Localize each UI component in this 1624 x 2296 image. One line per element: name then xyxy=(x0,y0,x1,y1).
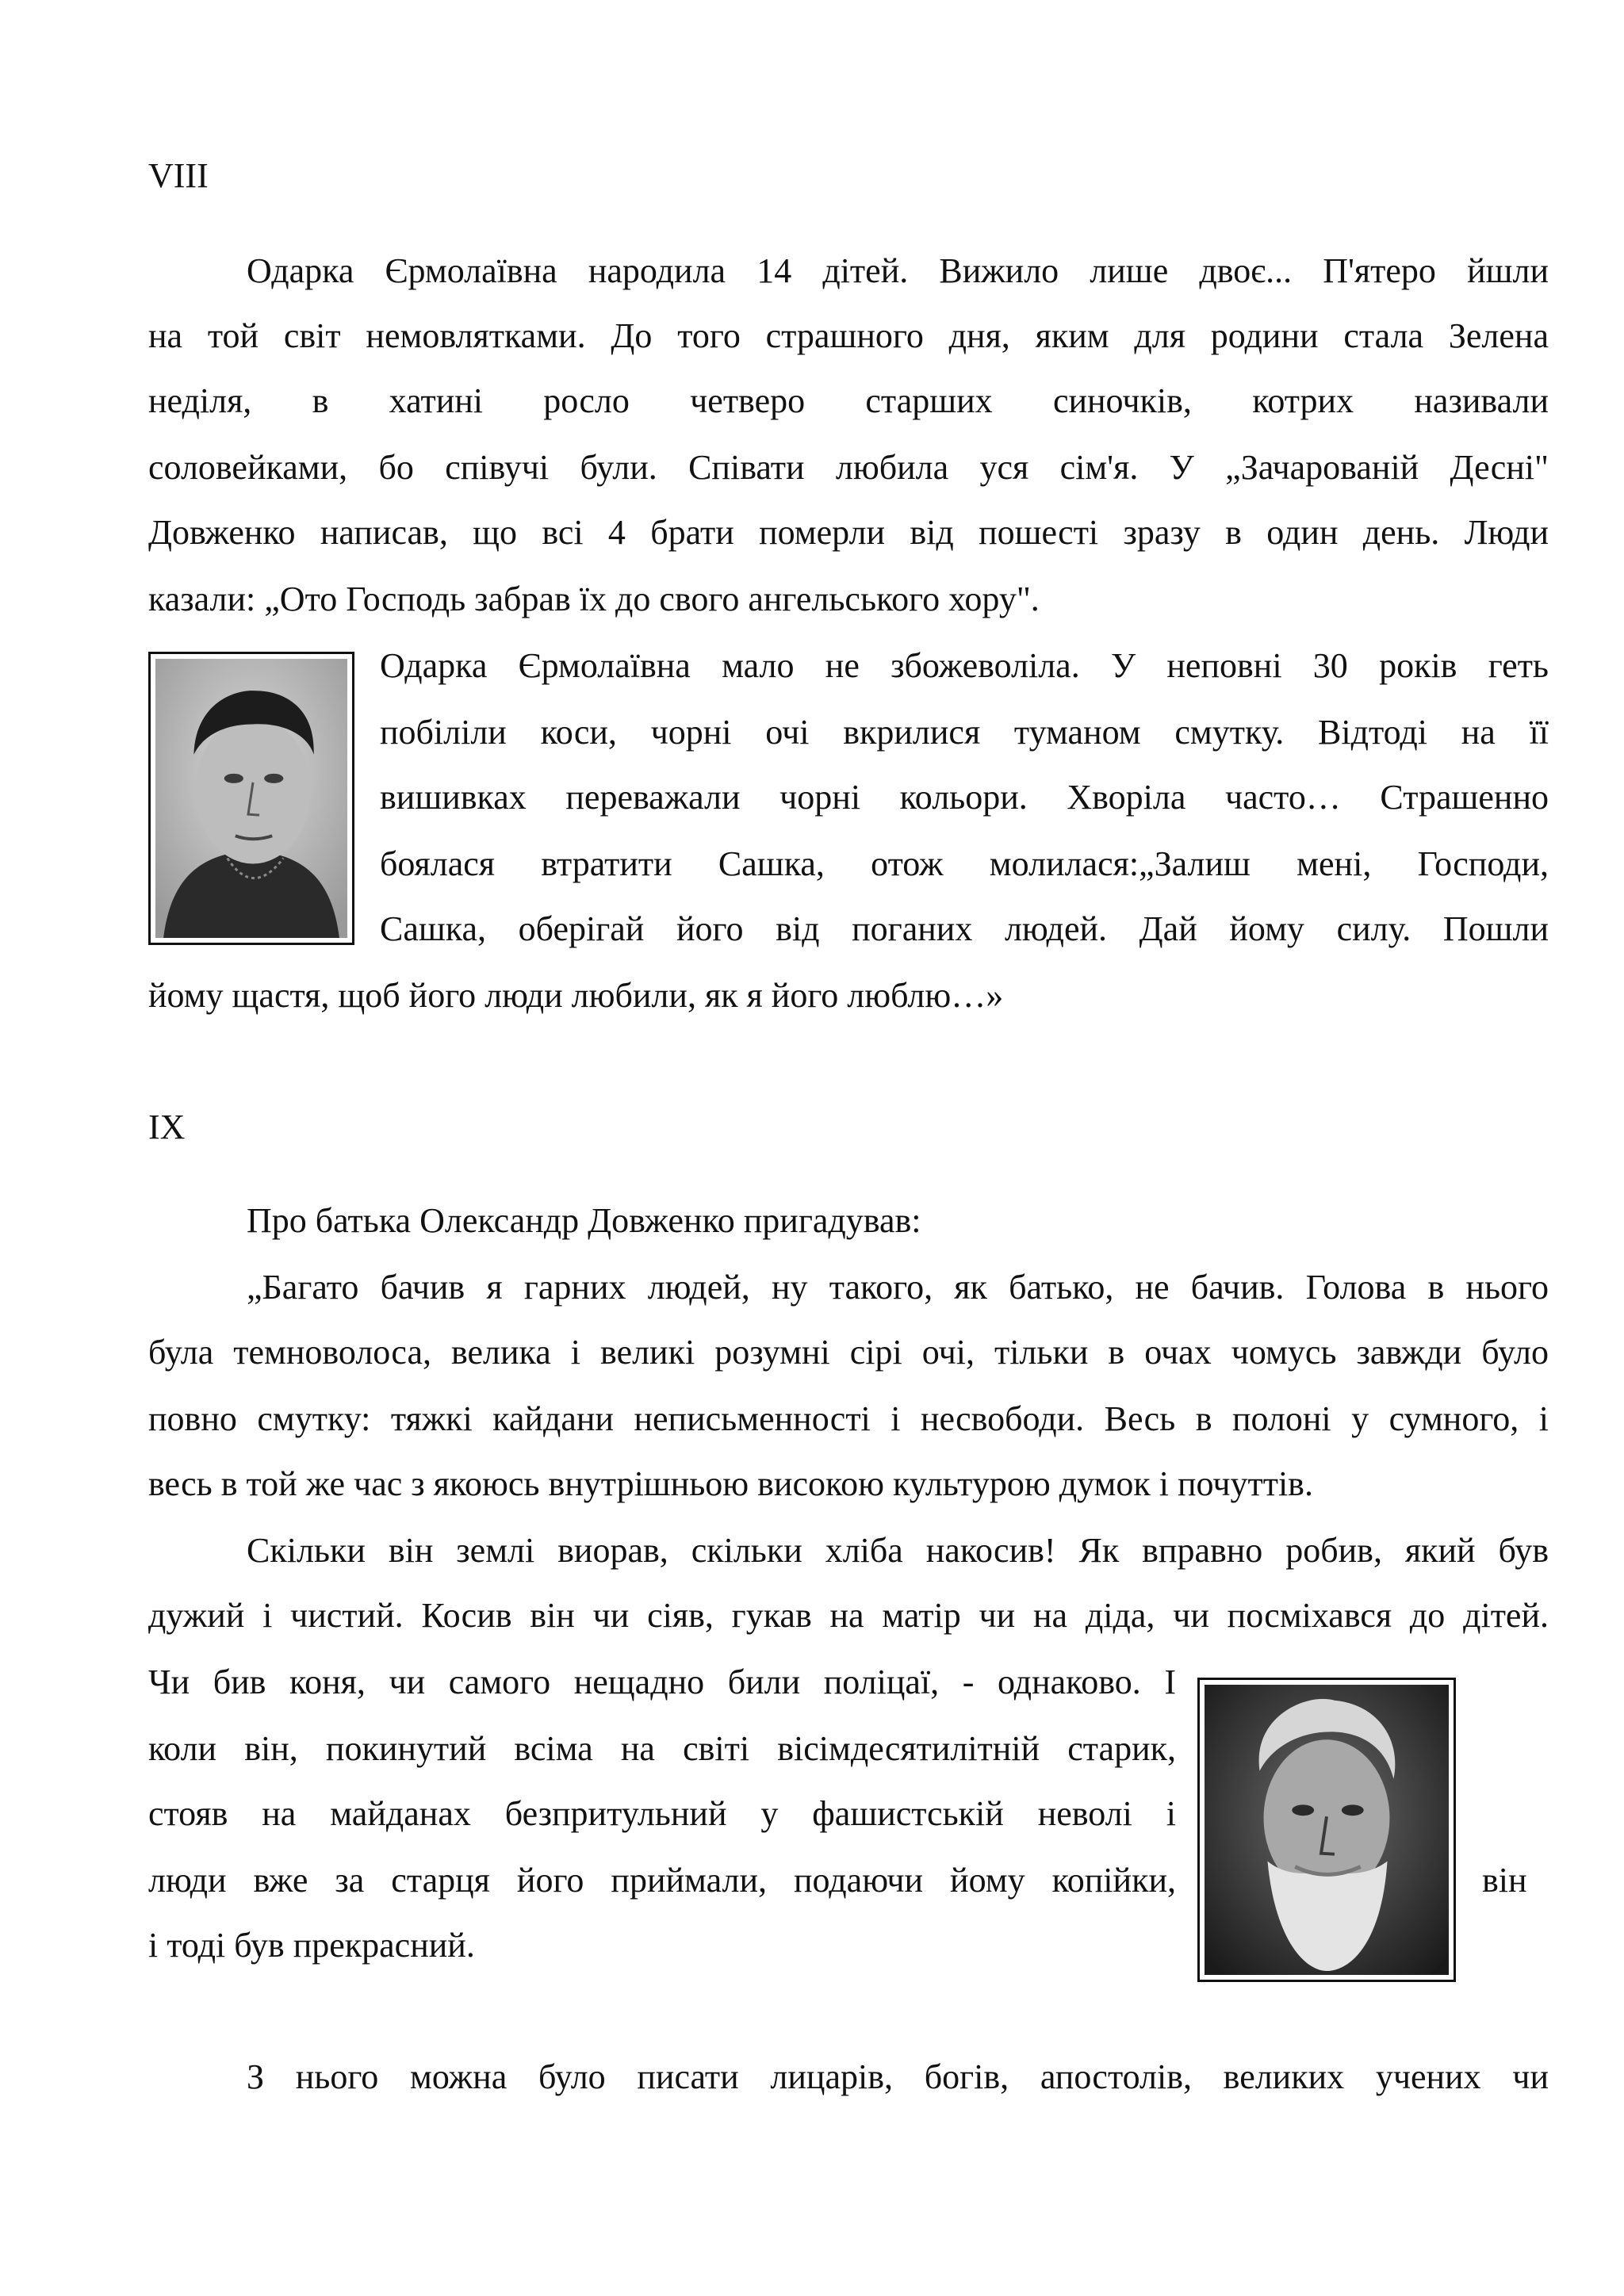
paragraph-line: неділя, в хатині росло четверо старших синочків, котрих називали xyxy=(148,381,1549,420)
paragraph-line: стояв на майданах безпритульний у фашистській неволі і xyxy=(148,1794,1176,1833)
mother-portrait xyxy=(148,652,354,945)
paragraph-line: боялася втратити Сашка, отож молилася:„Залиш мені, Господи, xyxy=(380,844,1549,883)
paragraph-line: Сашка, оберігай його від поганих людей. Дай йому силу. Пошли xyxy=(380,909,1549,948)
paragraph-line: коли він, покинутий всіма на світі вісімдесятилітній старик, xyxy=(148,1729,1176,1768)
paragraph-line: на той світ немовлятками. До того страшного дня, яким для родини стала Зелена xyxy=(148,316,1549,355)
paragraph-line: соловейками, бо співучі були. Співати любила уся сім'я. У „Зачарованій Десні" xyxy=(148,448,1549,487)
paragraph-line: і тоді був прекрасний. xyxy=(148,1926,475,1965)
paragraph-line: Про батька Олександр Довженко пригадував: xyxy=(247,1201,921,1240)
portrait-old-man-beard-icon xyxy=(1205,1685,1449,1975)
paragraph-line: Чи бив коня, чи самого нещадно били поліцаї, - однаково. І xyxy=(148,1663,1176,1701)
paragraph-line: він xyxy=(1482,1861,1527,1900)
section-heading-viii: VIII xyxy=(148,156,209,195)
paragraph-line: повно смутку: тяжкі кайдани неписьменності і несвободи. Весь в полоні у сумного, і xyxy=(148,1399,1549,1438)
paragraph-line: казали: „Ото Господь забрав їх до свого ангельського хору". xyxy=(148,580,1040,618)
paragraph-line: йому щастя, щоб його люди любили, як я його люблю…» xyxy=(148,976,1004,1015)
paragraph-line: вишивках переважали чорні кольори. Хворіла часто… Страшенно xyxy=(380,778,1549,817)
paragraph-line: була темноволоса, велика і великі розумні сірі очі, тільки в очах чомусь завжди було xyxy=(148,1333,1549,1372)
father-portrait xyxy=(1197,1678,1456,1982)
paragraph-line: люди вже за старця його приймали, подаючи йому копійки, xyxy=(148,1861,1176,1900)
paragraph-line: побіліли коси, чорні очі вкрилися туманом смутку. Відтоді на її xyxy=(380,713,1549,752)
paragraph-line: Довженко написав, що всі 4 брати померли від пошесті зразу в один день. Люди xyxy=(148,513,1549,552)
paragraph-line: Скільки він землі виорав, скільки хліба накосив! Як вправно робив, який був xyxy=(247,1531,1549,1570)
paragraph-line: З нього можна було писати лицарів, богів, апостолів, великих учених чи xyxy=(247,2057,1549,2096)
paragraph-line: дужий і чистий. Косив він чи сіяв, гукав на матір чи на діда, чи посміхався до дітей. xyxy=(148,1596,1549,1635)
paragraph-line: „Багато бачив я гарних людей, ну такого, як батько, не бачив. Голова в нього xyxy=(247,1268,1549,1307)
portrait-woman-headscarf-icon xyxy=(155,659,347,938)
paragraph-line: Одарка Єрмолаївна народила 14 дітей. Вижило лише двоє... П'ятеро йшли xyxy=(247,251,1549,290)
paragraph-line: Одарка Єрмолаївна мало не збожеволіла. У неповні 30 років геть xyxy=(380,646,1549,685)
section-heading-ix: IX xyxy=(148,1108,186,1146)
paragraph-line: весь в той же час з якоюсь внутрішньою високою культурою думок і почуттів. xyxy=(148,1464,1313,1503)
